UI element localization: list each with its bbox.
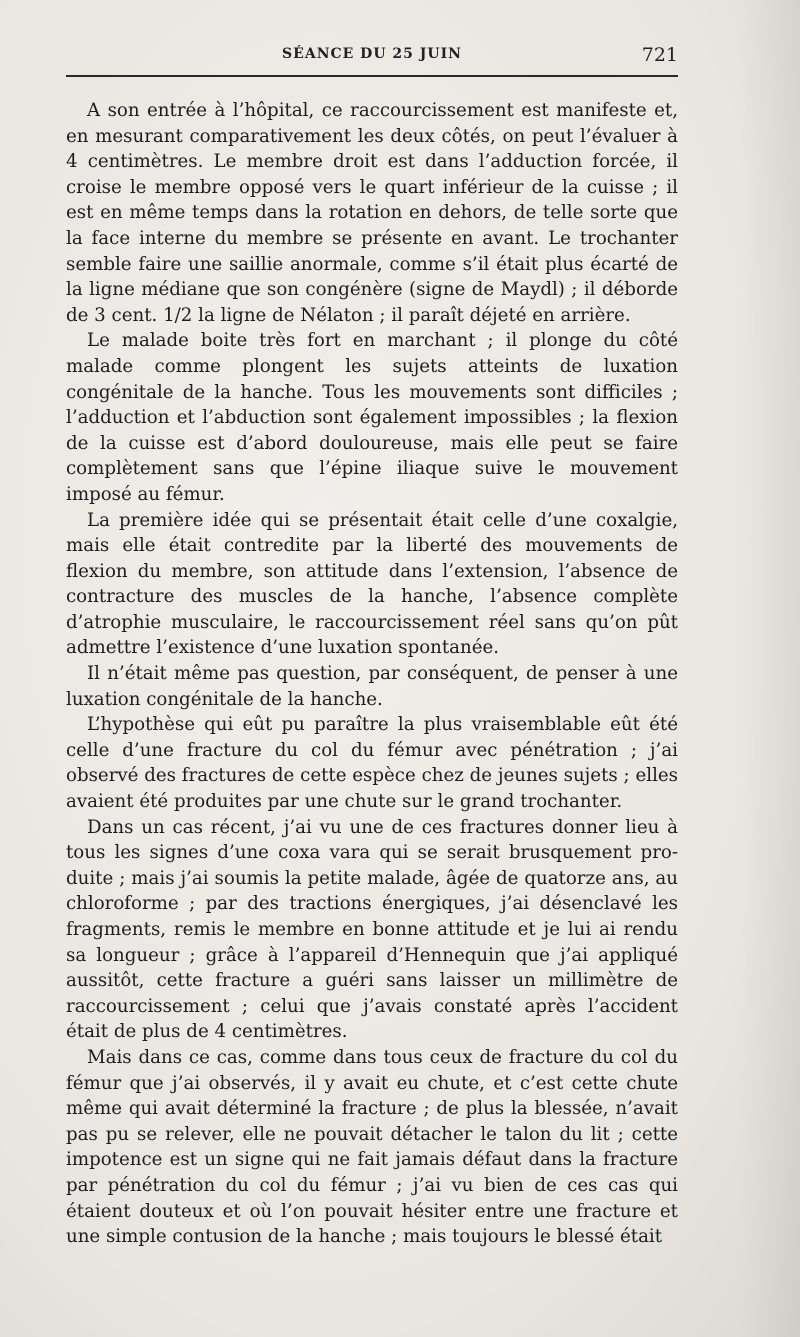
- running-head: SÉANCE DU 25 JUIN: [282, 46, 462, 62]
- paragraph: Il n’était même pas question, par conséquent, de penser à une luxation congénitale de la hanche.: [66, 663, 678, 710]
- paragraph: L’hypothèse qui eût pu paraître la plus vraisemblable eût été celle d’une fracture du col du fémur avec pénétration ; j’ai observé des fractures de cette espèce chez de jeunes sujets ; elles avaient été produites par une chute sur le grand trochanter.: [66, 714, 678, 813]
- paragraph: La première idée qui se présentait était celle d’une coxalgie, mais elle était contredite par la liberté des mouvements de flexion du membre, son attitude dans l’extension, l’absence de contracture des muscles de la hanche, l’absence complète d’atrophie musculaire, le raccourcissement réel sans qu’on pût admettre l’existence d’une luxation spontanée.: [66, 509, 678, 659]
- paragraph: Le malade boite très fort en marchant ; il plonge du côté malade comme plongent les sujets atteints de luxation congénitale de la hanche. Tous les mouvements sont difficiles ; l’adduction et l’abduction sont également impossibles ; la flexion de la cuisse est d’abord douloureuse, mais elle peut se faire complètement sans que l’épine iliaque suive le mouvement imposé au fémur.: [66, 330, 678, 505]
- body-text: [66, 98, 678, 1250]
- header-rule: [66, 75, 678, 77]
- paragraph: A son entrée à l’hôpital, ce raccourcissement est manifeste et, en mesurant comparativement les deux côtés, on peut l’évaluer à 4 centimètres. Le membre droit est dans l’adduction forcée, il croise le membre opposé vers le quart inférieur de la cuisse ; il est en même temps dans la rotation en dehors, de telle sorte que la face interne du membre se présente en avant. Le trochanter semble faire une saillie anormale, comme s’il était plus écarté de la ligne médiane que son congénère (signe de Maydl) ; il déborde de 3 cent. 1/2 la ligne de Nélaton ; il paraît déjeté en arrière.: [66, 100, 678, 326]
- page-edge-shading: [740, 0, 800, 1337]
- paragraph: Mais dans ce cas, comme dans tous ceux de fracture du col du fémur que j’ai observés, il y avait eu chute, et c’est cette chute même qui avait déterminé la fracture ; de plus la blessée, n’avait pas pu se relever, elle ne pouvait détacher le talon du lit ; cette impotence est un signe qui ne fait jamais défaut dans la fracture par pénétration du col du fémur ; j’ai vu bien de ces cas qui étaient douteux et où l’on pouvait hésiter entre une fracture et une simple contusion de la hanche ; mais toujours le blessé était: [66, 1046, 678, 1248]
- page-header: [66, 44, 678, 70]
- page-number: 721: [641, 44, 678, 66]
- paragraph: Dans un cas récent, j’ai vu une de ces fractures donner lieu à tous les signes d’une coxa vara qui se serait brusquement produite ; mais j’ai soumis la petite malade, âgée de quatorze ans, au chloroforme ; par des tractions énergiques, j’ai désenclavé les fragments, remis le membre en bonne attitude et je lui ai rendu sa longueur ; grâce à l’appareil d’Hennequin que j’ai appliqué aussitôt, cette fracture a guéri sans laisser un millimètre de raccourcissement ; celui que j’avais constaté après l’accident était de plus de 4 centimètres.: [66, 816, 678, 1043]
